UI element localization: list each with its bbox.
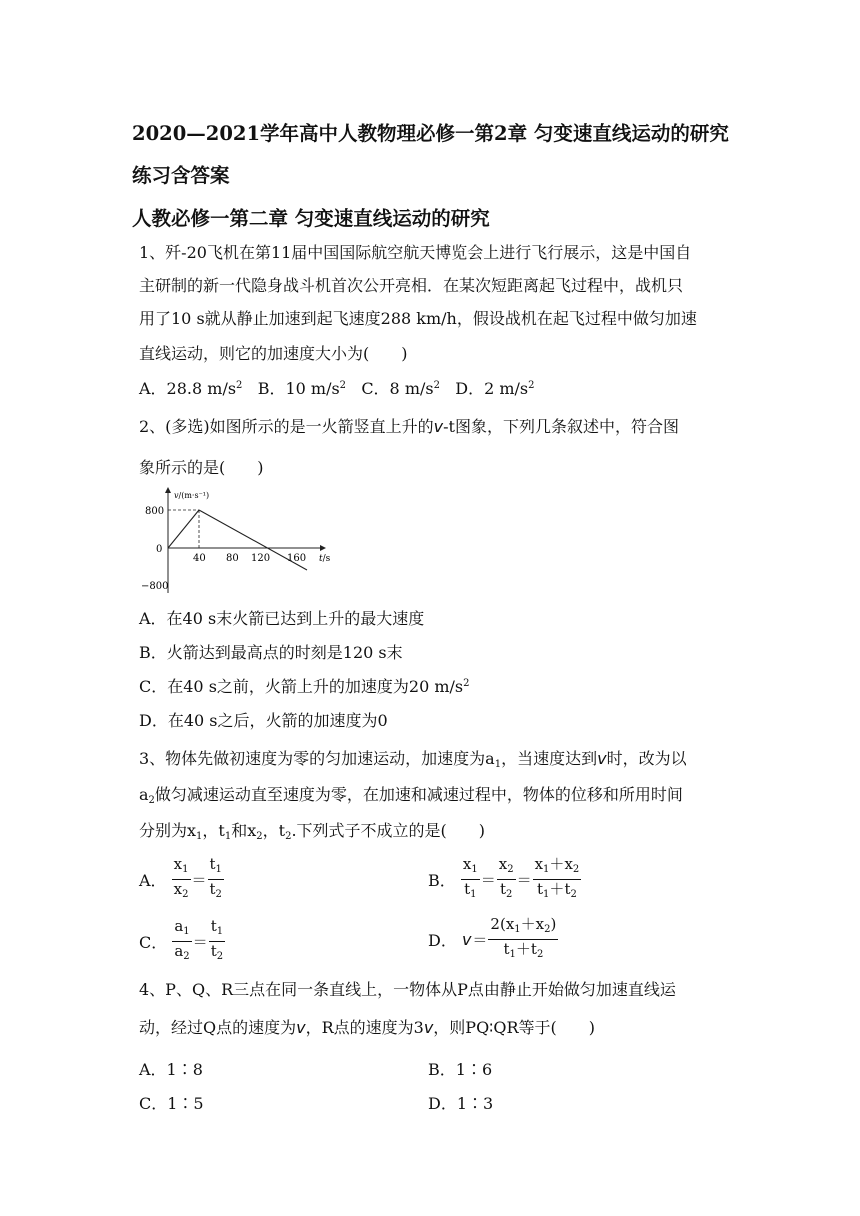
q4-option-a: A．1∶8 <box>139 1060 203 1079</box>
doc-title-line2: 练习含答案 <box>132 164 230 187</box>
q1-line2: 主研制的新一代隐身战斗机首次公开亮相．在某次短距离起飞过程中，战机只 <box>139 276 684 295</box>
q3-line3: 分别为$x_1$，$t_1$和$x_2$，$t_2$.下列式子不成立的是( ) <box>139 821 486 842</box>
q3-option-d: D． v＝ $\frac{2(x_1+x_2)}{t_1+t_2}$ <box>428 915 557 960</box>
q4-option-c: C．1∶5 <box>139 1094 204 1113</box>
x-tick-80: 80 <box>226 553 239 564</box>
q2-line1: 2、(多选)如图所示的是一火箭竖直上升的v-t图象，下列几条叙述中，符合图 <box>139 417 679 436</box>
q1-line3: 用了10 s就从静止加速到起飞速度288 km/h，假设战机在起飞过程中做匀加速 <box>139 309 697 328</box>
x-tick-160: 160 <box>287 553 307 564</box>
q2-line2: 象所示的是( ) <box>139 458 264 477</box>
q2-option-b: B．火箭达到最高点的时刻是120 s末 <box>139 643 403 662</box>
x-tick-120: 120 <box>251 553 271 564</box>
q2-option-a: A．在40 s末火箭已达到上升的最大速度 <box>139 609 425 628</box>
q1-option-d: D．2 $m/s^2$ <box>455 379 535 398</box>
y-tick-neg800: −800 <box>141 581 169 592</box>
q1-option-b: B．10 $m/s^2$ <box>257 379 347 398</box>
x-tick-40: 40 <box>193 553 206 564</box>
q4-option-d: D．1∶3 <box>428 1094 494 1113</box>
y-tick-0: 0 <box>156 544 163 555</box>
q1-line4: 直线运动，则它的加速度大小为( ) <box>139 344 408 363</box>
y-axis-label: v/(m·s⁻¹) <box>174 491 210 500</box>
q2-option-d: D．在40 s之后，火箭的加速度为0 <box>139 711 388 730</box>
vt-line-rise <box>168 510 199 548</box>
q3-line2: $a_2$做匀减速运动直至速度为零，在加速和减速过程中，物体的位移和所用时间 <box>139 785 683 806</box>
q4-line1: 4、P、Q、R三点在同一条直线上，一物体从P点由静止开始做匀加速直线运 <box>139 980 676 999</box>
q3-line1: 3、物体先做初速度为零的匀加速运动，加速度为$a_1$，当速度达到v时，改为以 <box>139 749 687 770</box>
y-tick-800: 800 <box>145 506 165 517</box>
q1-line1: 1、歼-20飞机在第11届中国国际航空航天博览会上进行飞行展示，这是中国自 <box>139 243 692 262</box>
q4-line2: 动，经过Q点的速度为v，R点的速度为3v，则PQ∶QR等于( ) <box>139 1018 595 1037</box>
q4-option-b: B．1∶6 <box>428 1060 493 1079</box>
x-axis-label: t/s <box>319 554 331 564</box>
q1-option-a: A．28.8 $m/s^2$ <box>139 379 243 398</box>
q3-option-b: B． $\frac{x_1}{t_1}$ ＝ $\frac{x_2}{t_2}$ ＝ $\frac{x_1+x_2}{t_1+t_2}$ <box>428 855 580 900</box>
section-subtitle: 人教必修一第二章 匀变速直线运动的研究 <box>132 207 490 230</box>
vt-graph <box>141 485 341 597</box>
q3-option-a: A． $\frac{x_1}{x_2}$ ＝ $\frac{t_1}{t_2}$ <box>139 855 222 900</box>
q1-option-c: C．8 $m/s^2$ <box>361 379 440 398</box>
q1-options <box>139 376 535 399</box>
doc-title-line1: 2020—2021学年高中人教物理必修一第2章 匀变速直线运动的研究 <box>132 122 729 145</box>
q2-option-c: C．在40 s之前，火箭上升的加速度为20 $m/s^2$ <box>139 677 470 696</box>
q3-option-c: C． $\frac{a_1}{a_2}$ ＝ $\frac{t_1}{t_2}$ <box>139 917 224 962</box>
